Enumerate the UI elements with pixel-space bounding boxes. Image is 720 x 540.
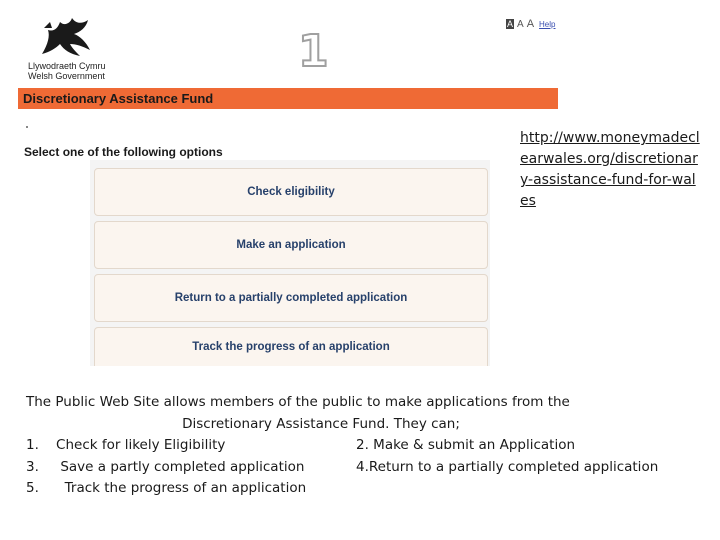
list-item xyxy=(26,435,706,457)
make-application-button[interactable]: Make an application xyxy=(94,221,488,269)
logo-line-1: Llywodraeth Cymru xyxy=(28,61,106,71)
list-item xyxy=(26,478,706,500)
font-size-small-button[interactable]: A xyxy=(507,19,514,29)
slide-number: 1 xyxy=(298,26,329,77)
options-panel xyxy=(90,160,490,366)
return-to-application-button[interactable]: Return to a partially completed application xyxy=(94,274,488,322)
dragon-icon xyxy=(36,14,96,60)
list-item xyxy=(26,457,706,479)
track-progress-button[interactable]: Track the progress of an application xyxy=(94,327,488,366)
font-size-medium-button[interactable]: A xyxy=(517,19,524,30)
list-item-1: 1. Check for likely Eligibility xyxy=(26,437,226,453)
accessibility-links xyxy=(506,18,555,30)
logo-line-2: Welsh Government xyxy=(28,71,105,81)
website-url-link[interactable]: http://www.moneymadeclearwales.org/discretionary-assistance-fund-for-wales xyxy=(520,130,700,209)
list-item-4: 4.Return to a partially completed application xyxy=(356,458,659,475)
list-item-5: 5. Track the progress of an application xyxy=(26,480,307,496)
list-item-3: 3. Save a partly completed application xyxy=(26,458,305,475)
banner-title: Discretionary Assistance Fund xyxy=(23,91,214,106)
check-eligibility-button[interactable]: Check eligibility xyxy=(94,168,488,216)
description-block xyxy=(26,392,706,500)
bullet-dot xyxy=(26,126,28,128)
description-line-2: Discretionary Assistance Fund. They can; xyxy=(182,415,460,432)
help-link[interactable]: Help xyxy=(539,20,556,29)
description-line-1: The Public Web Site allows members of the public to make applications from the xyxy=(26,394,570,410)
header-banner xyxy=(18,88,558,109)
font-size-large-button[interactable]: A xyxy=(526,18,535,30)
select-heading: Select one of the following options xyxy=(24,145,223,159)
list-item-2: 2. Make & submit an Application xyxy=(356,437,576,453)
welsh-government-logo xyxy=(24,14,120,86)
